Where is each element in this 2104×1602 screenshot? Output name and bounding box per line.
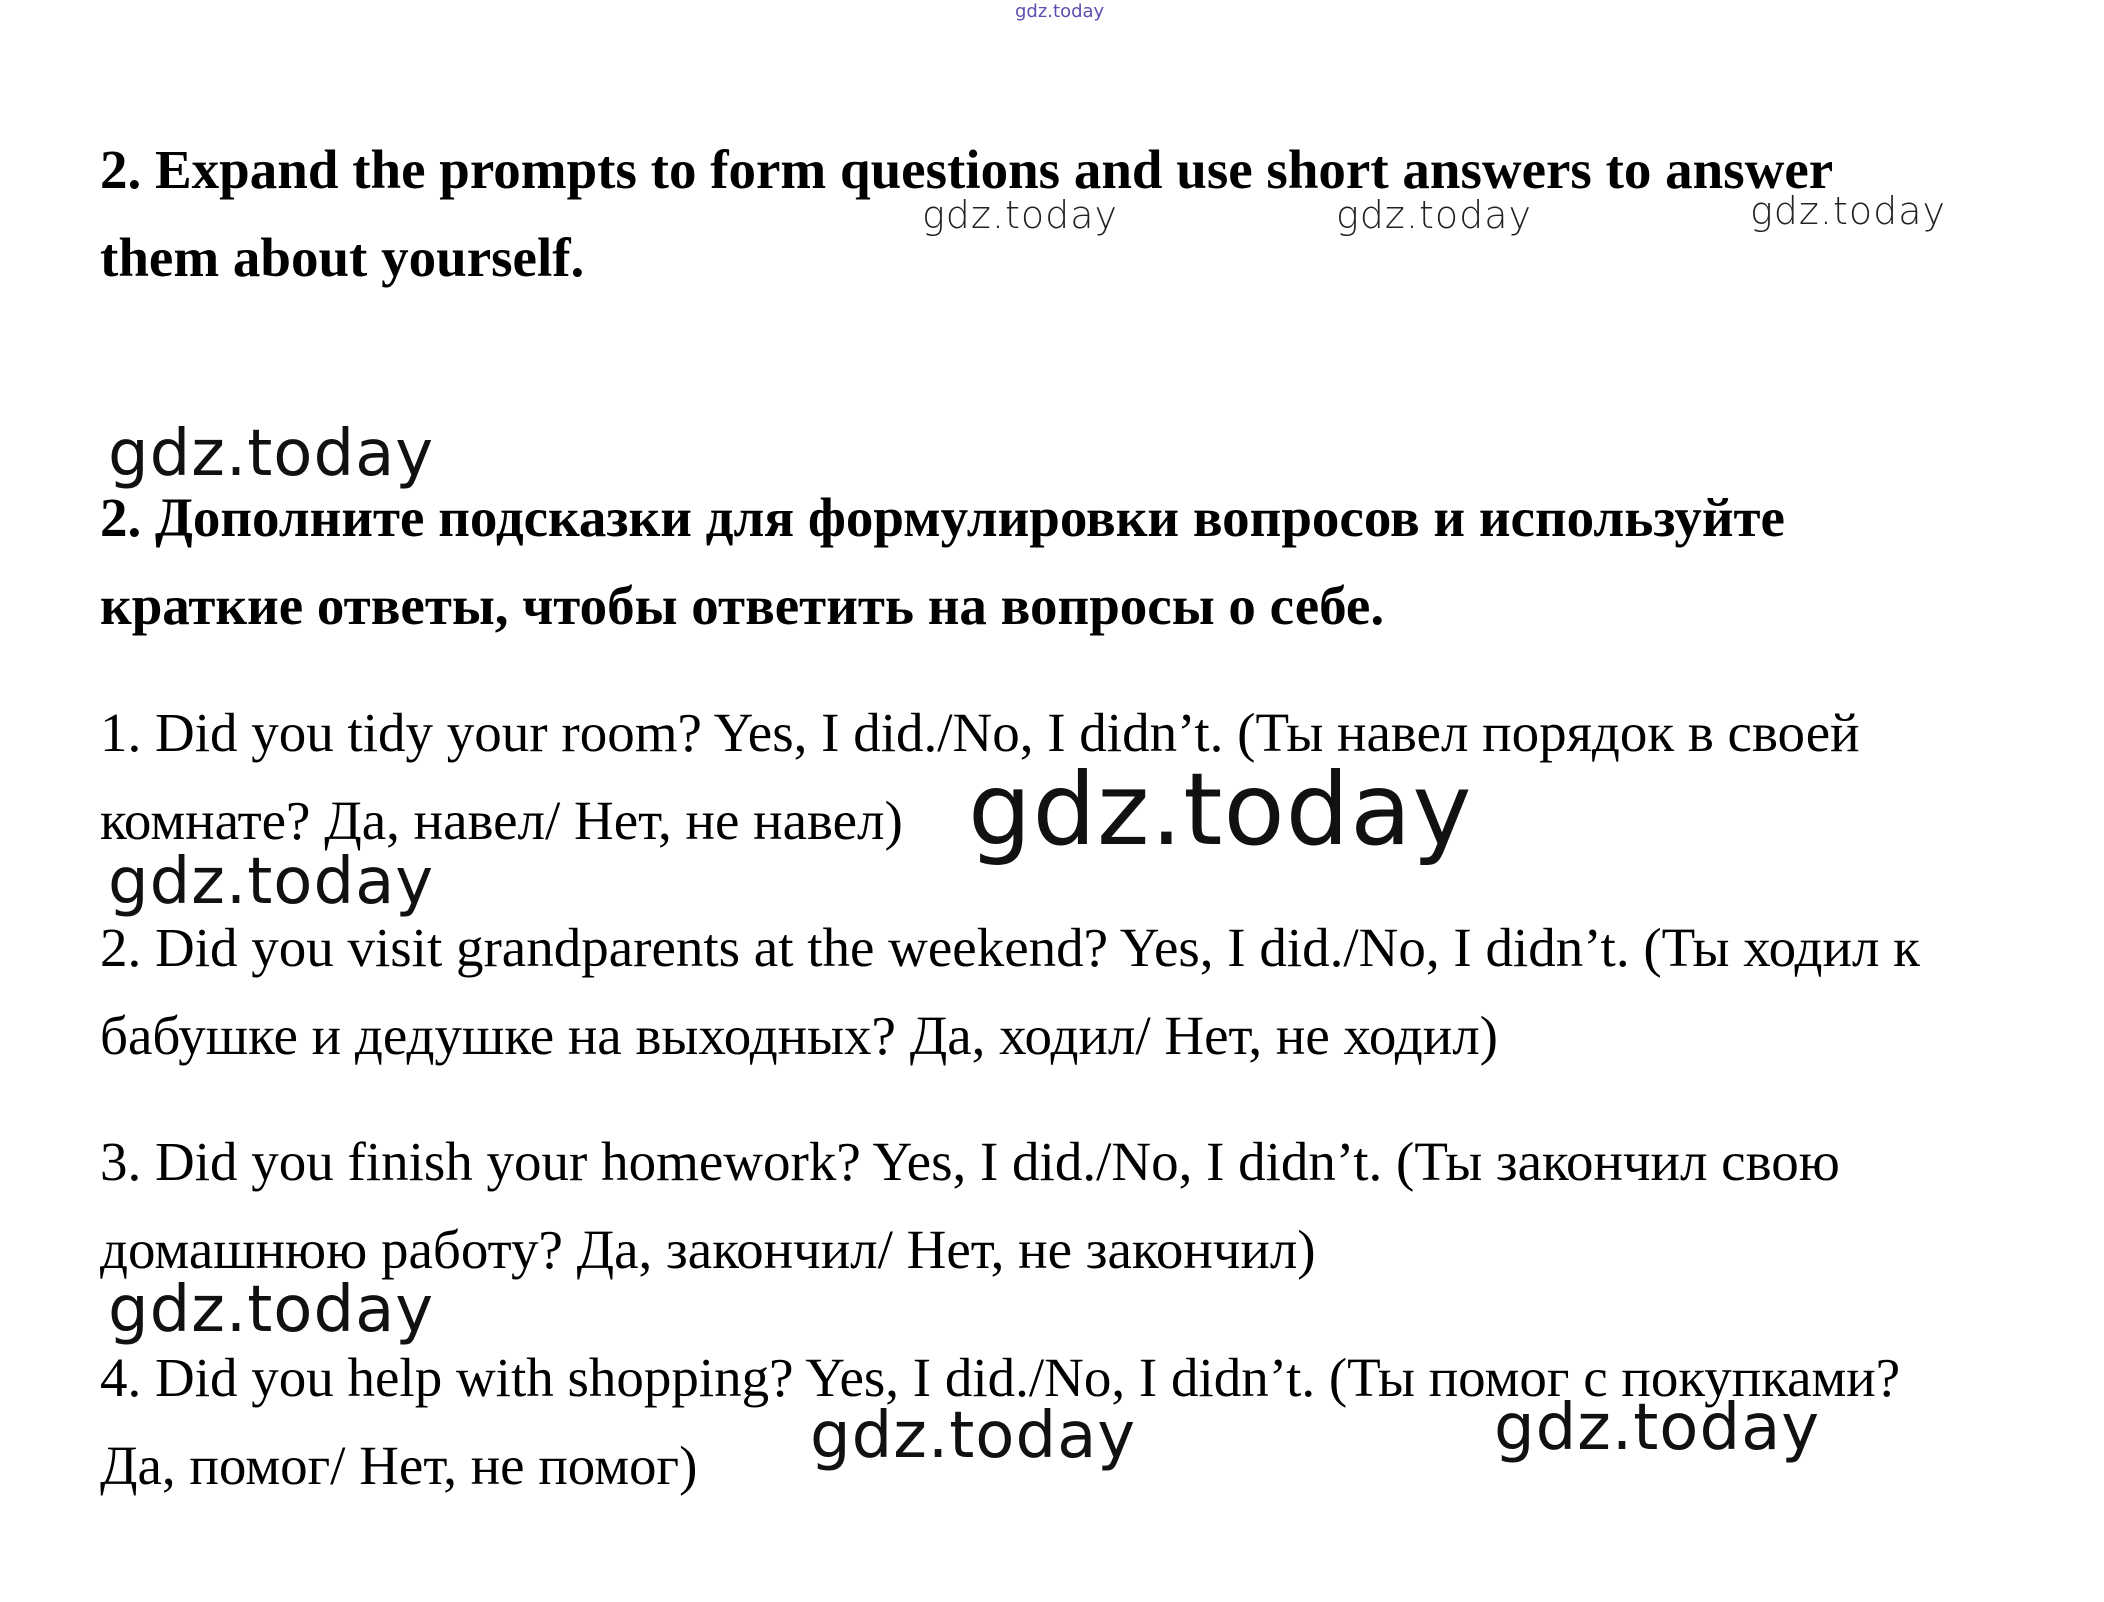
answer-item-4-line-1: 4. Did you help with shopping? Yes, I did./No, I didn’t. (Ты помог с покупками? — [100, 1347, 1901, 1408]
watermark-text: gdz.today — [108, 845, 435, 919]
answer-item-1-line-2: комнате? Да, навел/ Нет, не навел) — [100, 790, 903, 851]
answer-item-3-line-2: домашнюю работу? Да, закончил/ Нет, не закончил) — [100, 1219, 1316, 1280]
answer-item-1-line-1: 1. Did you tidy your room? Yes, I did./No, I didn’t. (Ты навел порядок в своей — [100, 702, 1860, 763]
watermark-text: gdz.today — [1750, 189, 1946, 233]
russian-heading-line-2: краткие ответы, чтобы ответить на вопросы о себе. — [100, 575, 1385, 636]
english-heading-line-1: 2. Expand the prompts to form questions and use short answers to answer — [100, 139, 1834, 200]
watermark-text: gdz.today — [968, 751, 1473, 868]
watermark-text: gdz.today — [922, 193, 1118, 237]
english-heading-line-2: them about yourself. — [100, 227, 585, 288]
watermark-text: gdz.today — [1494, 1391, 1821, 1465]
watermark-text: gdz.today — [1336, 193, 1532, 237]
answer-item-4-line-2: Да, помог/ Нет, не помог) — [100, 1435, 698, 1496]
russian-heading-line-1: 2. Дополните подсказки для формулировки вопросов и используйте — [100, 487, 1785, 548]
answer-item-2-line-2: бабушке и дедушке на выходных? Да, ходил/ Нет, не ходил) — [100, 1005, 1498, 1066]
header-watermark: gdz.today — [1015, 1, 1105, 22]
watermark-text: gdz.today — [108, 417, 435, 491]
answer-item-3-line-1: 3. Did you finish your homework? Yes, I did./No, I didn’t. (Ты закончил свою — [100, 1131, 1840, 1192]
watermark-text: gdz.today — [108, 1273, 435, 1347]
watermark-text: gdz.today — [810, 1399, 1137, 1473]
answer-item-2-line-1: 2. Did you visit grandparents at the weekend? Yes, I did./No, I didn’t. (Ты ходил к — [100, 917, 1920, 978]
